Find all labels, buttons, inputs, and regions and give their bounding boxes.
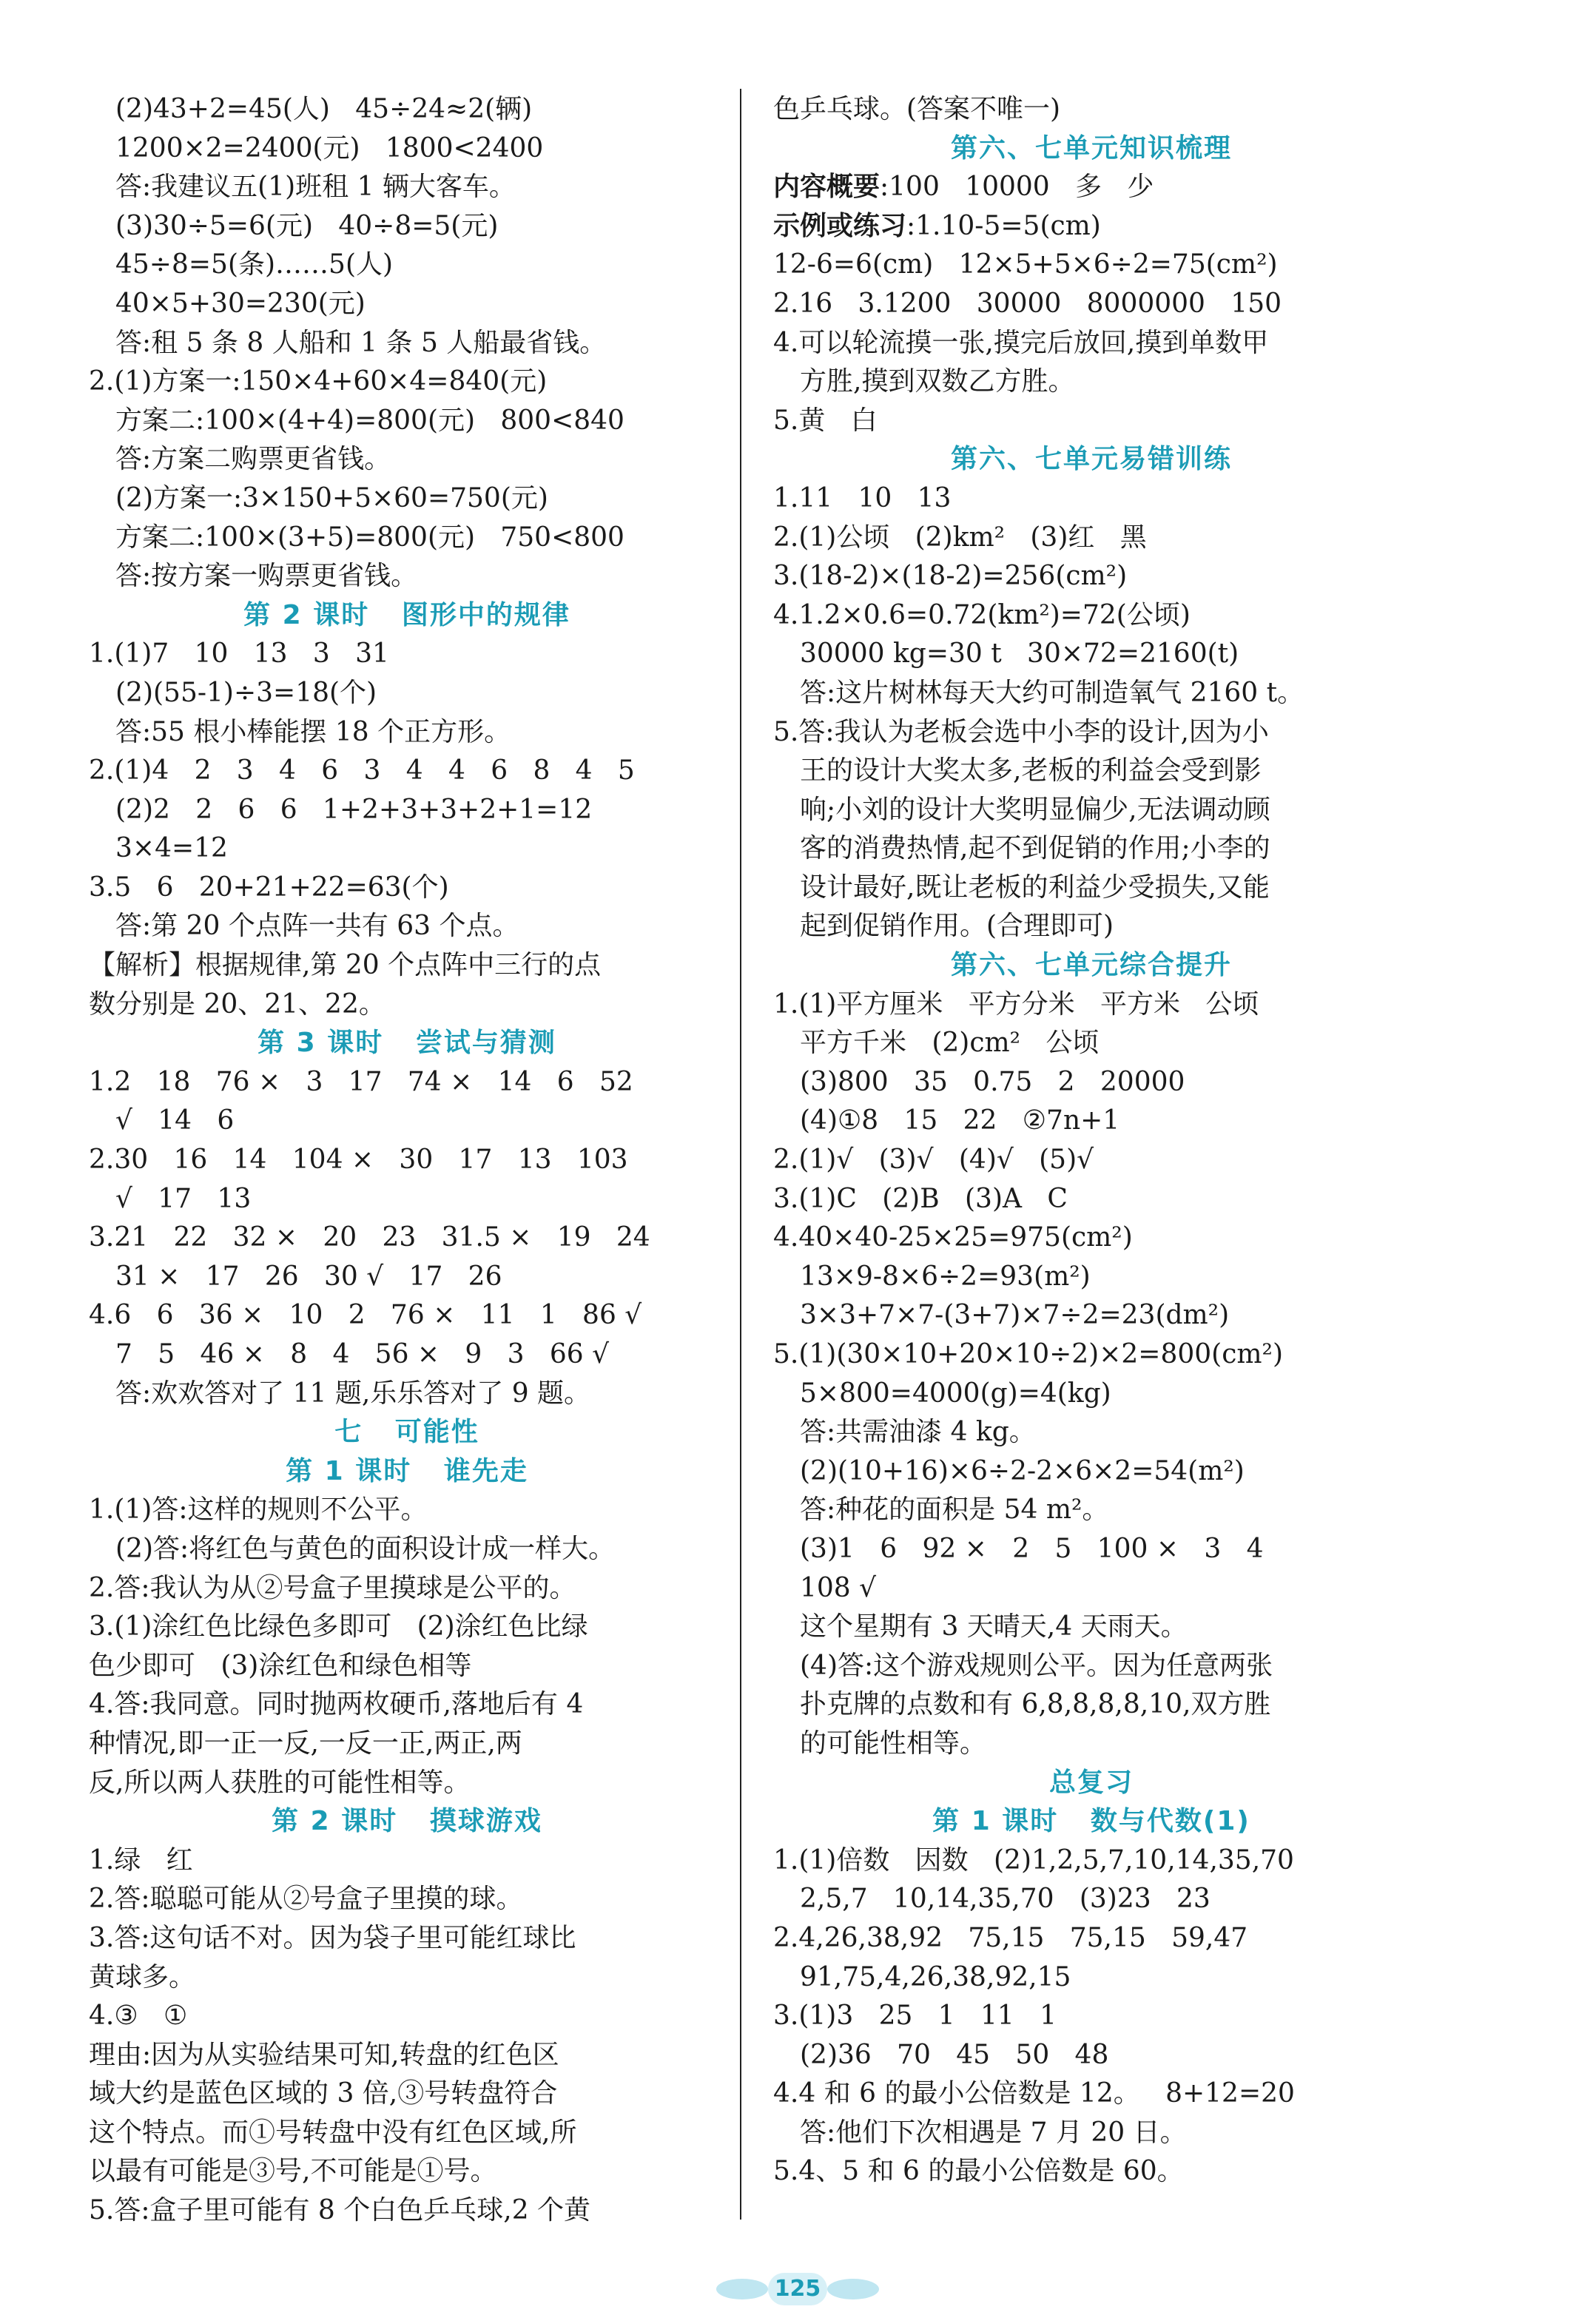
answer-line: 答:方案二购票更省钱。 [115, 444, 391, 475]
answer-line: 答:我建议五(1)班租 1 辆大客车。 [115, 172, 516, 203]
answer-line: √ 14 6 [115, 1105, 235, 1136]
answer-line: 答:按方案一购票更省钱。 [115, 561, 418, 592]
answer-line: 2.30 16 14 104 × 30 17 13 103 [89, 1145, 628, 1176]
answer-line: 91,75,4,26,38,92,15 [800, 1961, 1071, 1992]
answer-line: (2)答:将红色与黄色的面积设计成一样大。 [115, 1533, 616, 1564]
answer-line: 2.16 3.1200 30000 8000000 150 [773, 288, 1282, 319]
section-heading: 第 1 课时 谁先走 [286, 1455, 528, 1486]
answer-line: (4)①8 15 22 ②7n+1 [800, 1105, 1120, 1136]
answer-line: 13×9-8×6÷2=93(m²) [800, 1261, 1091, 1292]
line-label: 示例或练习 [773, 210, 907, 241]
answer-line: 2.(1)4 2 3 4 6 3 4 4 6 8 4 5 [89, 755, 635, 786]
line-text: :1.10-5=5(cm) [906, 210, 1101, 241]
answer-line: 3.(1)3 25 1 11 1 [773, 2001, 1057, 2032]
answer-line: 31 × 17 26 30 √ 17 26 [115, 1261, 502, 1292]
section-heading: 第六、七单元知识梳理 [950, 132, 1232, 164]
answer-line: 108 √ [800, 1572, 877, 1603]
answer-line: 客的消费热情,起不到促销的作用;小李的 [800, 833, 1270, 864]
answer-line: 3×3+7×7-(3+7)×7÷2=23(dm²) [800, 1300, 1230, 1331]
answer-line: 王的设计大奖太多,老板的利益会受到影 [800, 755, 1262, 786]
answer-line: 色少即可 (3)涂红色和绿色相等 [89, 1650, 472, 1681]
answer-line: 答:种花的面积是 54 m²。 [800, 1495, 1109, 1526]
answer-line: 4.答:我同意。同时抛两枚硬币,落地后有 4 [89, 1689, 584, 1720]
answer-line: 1200×2=2400(元) 1800<2400 [115, 132, 544, 164]
answer-line: 12-6=6(cm) 12×5+5×6÷2=75(cm²) [773, 249, 1278, 280]
answer-line: 【解析】根据规律,第 20 个点阵中三行的点 [89, 950, 602, 981]
answer-line: 这个特点。而①号转盘中没有红色区域,所 [89, 2117, 577, 2148]
answer-line: 答:租 5 条 8 人船和 1 条 5 人船最省钱。 [115, 327, 607, 358]
answer-line: 4.可以轮流摸一张,摸完后放回,摸到单数甲 [773, 327, 1269, 358]
answer-line: 2.(1)公顷 (2)km² (3)红 黑 [773, 522, 1147, 553]
answer-line: 1.(1)倍数 因数 (2)1,2,5,7,10,14,35,70 [773, 1844, 1294, 1876]
answer-line: 答:共需油漆 4 kg。 [800, 1417, 1036, 1448]
page-number: 125 [768, 2273, 827, 2305]
answer-line: (2)(10+16)×6÷2-2×6×2=54(m²) [800, 1455, 1245, 1486]
answer-line: 3.(1)C (2)B (3)A C [773, 1183, 1068, 1214]
line-text: :100 10000 多 少 [880, 172, 1154, 203]
answer-line: (2)36 70 45 50 48 [800, 2039, 1109, 2070]
answer-line: √ 17 13 [115, 1183, 252, 1214]
line-label: 内容概要 [773, 172, 881, 203]
answer-line: 黄球多。 [89, 1961, 196, 1992]
answer-line: 3×4=12 [115, 833, 228, 864]
answer-line: 3.21 22 32 × 20 23 31.5 × 19 24 [89, 1222, 650, 1253]
answer-line: 4.40×40-25×25=975(cm²) [773, 1222, 1133, 1253]
answer-line: (2)43+2=45(人) 45÷24≈2(辆) [115, 94, 533, 124]
answer-line: 扑克牌的点数和有 6,8,8,8,8,10,双方胜 [800, 1689, 1271, 1720]
answer-line: 以最有可能是③号,不可能是①号。 [89, 2156, 497, 2187]
answer-line: 平方千米 (2)cm² 公顷 [800, 1028, 1100, 1059]
answer-line: 3.(1)涂红色比绿色多即可 (2)涂红色比绿 [89, 1611, 588, 1642]
answer-line: 1.绿 红 [89, 1844, 193, 1876]
section-heading: 第 2 课时 摸球游戏 [272, 1806, 542, 1837]
answer-line: 答:他们下次相遇是 7 月 20 日。 [800, 2117, 1187, 2148]
answer-line: 7 5 46 × 8 4 56 × 9 3 66 √ [115, 1339, 610, 1369]
right-column [773, 90, 1410, 2191]
answer-line [773, 168, 1410, 207]
answer-line: 设计最好,既让老板的利益少受损失,又能 [800, 872, 1270, 903]
answer-line: (4)答:这个游戏规则公平。因为任意两张 [800, 1650, 1273, 1681]
answer-line: 3.5 6 20+21+22=63(个) [89, 872, 449, 903]
answer-line: 2,5,7 10,14,35,70 (3)23 23 [800, 1884, 1211, 1915]
section-heading: 第 2 课时 图形中的规律 [243, 599, 570, 630]
column-divider [740, 89, 741, 2220]
answer-line: 这个星期有 3 天晴天,4 天雨天。 [800, 1611, 1188, 1642]
answer-line: 色乒乓球。(答案不唯一) [773, 94, 1061, 124]
answer-line: 理由:因为从实验结果可知,转盘的红色区 [89, 2039, 559, 2070]
answer-line: 45÷8=5(条)……5(人) [115, 249, 394, 280]
answer-line: 答:这片树林每天大约可制造氧气 2160 t。 [800, 677, 1304, 708]
answer-line: 反,所以两人获胜的可能性相等。 [89, 1767, 471, 1798]
wing-left-decoration [716, 2279, 768, 2299]
answer-line: 5×800=4000(g)=4(kg) [800, 1378, 1111, 1409]
answer-line: 4.③ ① [89, 2001, 188, 2032]
answer-line: 30000 kg=30 t 30×72=2160(t) [800, 638, 1239, 670]
answer-line: 5.4、5 和 6 的最小公倍数是 60。 [773, 2156, 1184, 2187]
answer-line: 4.1.2×0.6=0.72(km²)=72(公顷) [773, 599, 1191, 630]
answer-line: 域大约是蓝色区域的 3 倍,③号转盘符合 [89, 2078, 558, 2109]
answer-line: (3)1 6 92 × 2 5 100 × 3 4 [800, 1533, 1264, 1564]
answer-line: 2.4,26,38,92 75,15 75,15 59,47 [773, 1922, 1248, 1953]
section-heading: 第 1 课时 数与代数(1) [932, 1806, 1250, 1837]
answer-line: 2.答:聪聪可能从②号盒子里摸的球。 [89, 1884, 523, 1915]
answer-line: 2.(1)√ (3)√ (4)√ (5)√ [773, 1145, 1094, 1176]
answer-line: (3)800 35 0.75 2 20000 [800, 1066, 1185, 1097]
answer-line: 1.(1)答:这样的规则不公平。 [89, 1495, 428, 1526]
answer-line: 答:55 根小棒能摆 18 个正方形。 [115, 716, 511, 747]
answer-line: (2)(55-1)÷3=18(个) [115, 677, 377, 708]
answer-line: 1.(1)平方厘米 平方分米 平方米 公顷 [773, 988, 1259, 1020]
section-heading: 总复习 [1048, 1767, 1134, 1798]
answer-line: 方案二:100×(4+4)=800(元) 800<840 [115, 405, 624, 436]
answer-line: 4.4 和 6 的最小公倍数是 12。 8+12=20 [773, 2078, 1295, 2109]
answer-line: 3.答:这句话不对。因为袋子里可能红球比 [89, 1922, 576, 1953]
section-heading: 七 可能性 [334, 1417, 479, 1448]
wing-right-decoration [827, 2279, 879, 2299]
answer-line: 3.(18-2)×(18-2)=256(cm²) [773, 561, 1128, 592]
answer-line: (3)30÷5=6(元) 40÷8=5(元) [115, 210, 499, 241]
answer-line: (2)2 2 6 6 1+2+3+3+2+1=12 [115, 794, 593, 825]
answer-line [773, 207, 1410, 246]
answer-line: 5.黄 白 [773, 405, 878, 436]
answer-line: 起到促销作用。(合理即可) [800, 911, 1114, 942]
section-heading: 第六、七单元综合提升 [950, 950, 1232, 981]
answer-line: 种情况,即一正一反,一反一正,两正,两 [89, 1728, 522, 1759]
answer-line: 响;小刘的设计大奖明显偏少,无法调动顾 [800, 794, 1270, 825]
answer-line: 40×5+30=230(元) [115, 288, 366, 319]
answer-line: 5.答:我认为老板会选中小李的设计,因为小 [773, 716, 1269, 747]
left-column [89, 90, 725, 2231]
answer-line: 1.2 18 76 × 3 17 74 × 14 6 52 [89, 1066, 633, 1097]
answer-line: 2.答:我认为从②号盒子里摸球是公平的。 [89, 1572, 576, 1603]
answer-line: 答:第 20 个点阵一共有 63 个点。 [115, 911, 519, 942]
page-number-badge [709, 2270, 886, 2311]
answer-line: (2)方案一:3×150+5×60=750(元) [115, 482, 548, 513]
section-heading: 第六、七单元易错训练 [950, 444, 1232, 475]
answer-line: 方胜,摸到双数乙方胜。 [800, 366, 1075, 397]
answer-line: 1.11 10 13 [773, 482, 952, 513]
answer-line: 5.(1)(30×10+20×10÷2)×2=800(cm²) [773, 1339, 1283, 1369]
answer-line: 1.(1)7 10 13 3 31 [89, 638, 389, 670]
answer-line: 5.答:盒子里可能有 8 个白色乒乓球,2 个黄 [89, 2195, 591, 2226]
answer-line: 方案二:100×(3+5)=800(元) 750<800 [115, 522, 624, 553]
answer-line: 4.6 6 36 × 10 2 76 × 11 1 86 √ [89, 1300, 642, 1331]
section-heading: 第 3 课时 尝试与猜测 [257, 1028, 556, 1059]
answer-line: 的可能性相等。 [800, 1728, 987, 1759]
answer-line: 答:欢欢答对了 11 题,乐乐答对了 9 题。 [115, 1378, 591, 1409]
answer-line: 数分别是 20、21、22。 [89, 988, 385, 1020]
answer-line: 2.(1)方案一:150×4+60×4=840(元) [89, 366, 548, 397]
